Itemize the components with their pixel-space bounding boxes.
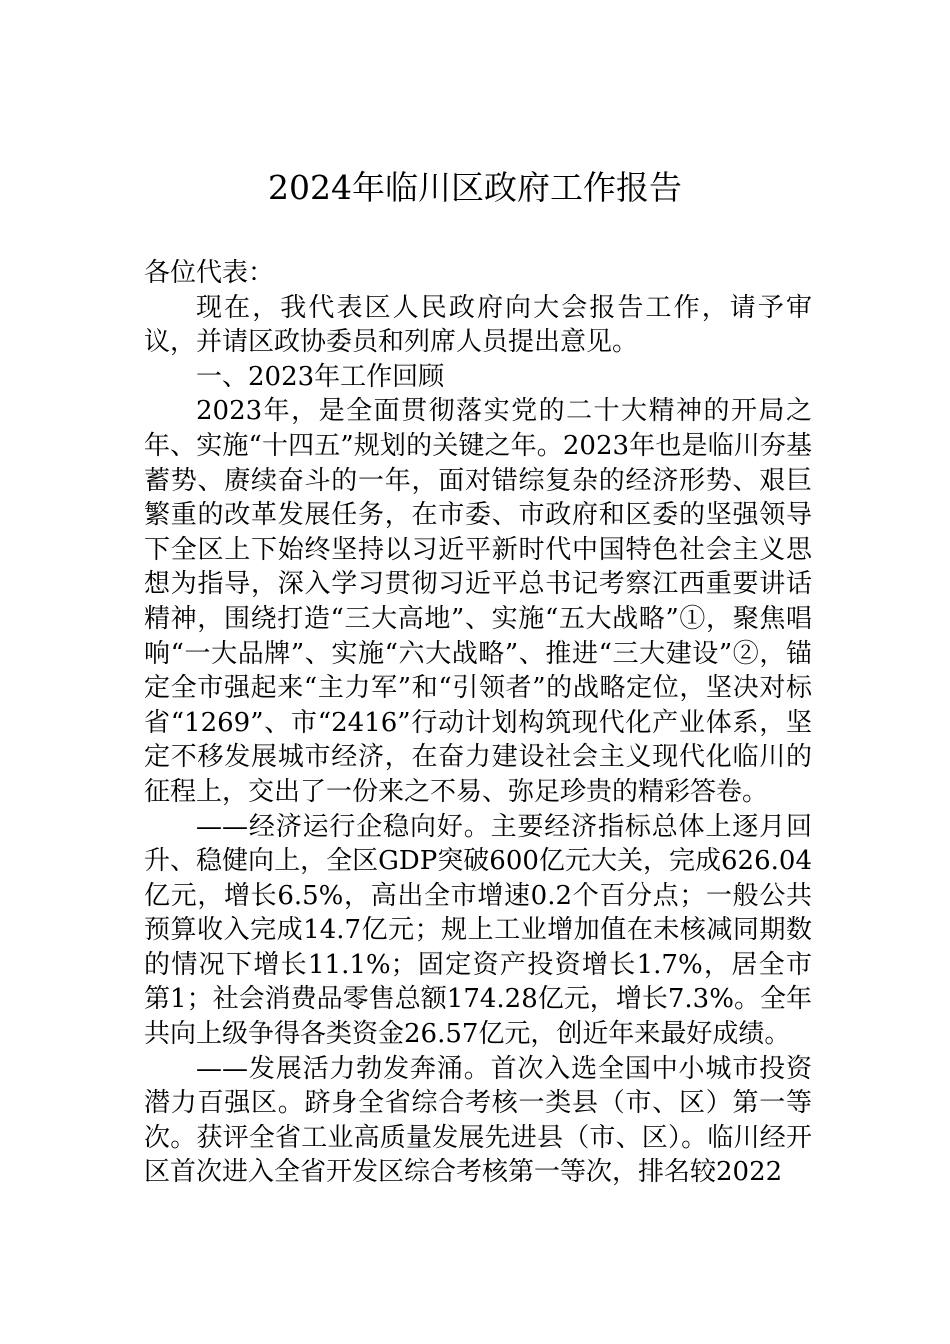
body-paragraph: ——经济运行企稳向好。主要经济指标总体上逐月回升、稳健向上，全区GDP突破600亿元大关，完成626.04亿元，增长6.5%，高出全市增速0.2个百分点；一般公共预算收入完成14.7亿元；规上工业增加值在未核减同期数的情况下增长11.1%；固定资产投资增长1.7%，居全市第1；社会消费品零售总额174.28亿元，增长7.3%。全年共向上级争得各类资金26.57亿元，创近年来最好成绩。	[144, 811, 812, 1050]
document-body	[144, 256, 812, 1190]
document-title: 2024年临川区政府工作报告	[268, 168, 682, 207]
salutation: 各位代表：	[144, 258, 275, 288]
body-paragraph: 2023年，是全面贯彻落实党的二十大精神的开局之年、实施“十四五”规划的关键之年。2023年也是临川夯基蓄势、赓续奋斗的一年，面对错综复杂的经济形势、艰巨繁重的改革发展任务，在市委、市政府和区委的坚强领导下全区上下始终坚持以习近平新时代中国特色社会主义思想为指导，深入学习贯彻习近平总书记考察江西重要讲话精神，围绕打造“三大高地”、实施“五大战略”①，聚焦唱响“一大品牌”、实施“六大战略”、推进“三大建设”②，锚定全市强起来“主力军”和“引领者”的战略定位，坚决对标省“1269”、市“2416”行动计划构筑现代化产业体系，坚定不移发展城市经济，在奋力建设社会主义现代化临川的征程上，交出了一份来之不易、弥足珍贵的精彩答卷。	[144, 396, 812, 807]
intro-paragraph: 现在，我代表区人民政府向大会报告工作，请予审议，并请区政协委员和列席人员提出意见。	[144, 292, 812, 358]
section-heading: 一、2023年工作回顾	[196, 361, 445, 392]
body-paragraph: ——发展活力勃发奔涌。首次入选全国中小城市投资潜力百强区。跻身全省综合考核一类县（市、区）第一等次。获评全省工业高质量发展先进县（市、区）。临川经开区首次进入全省开发区综合考核第一等次，排名较2022	[144, 1053, 812, 1188]
